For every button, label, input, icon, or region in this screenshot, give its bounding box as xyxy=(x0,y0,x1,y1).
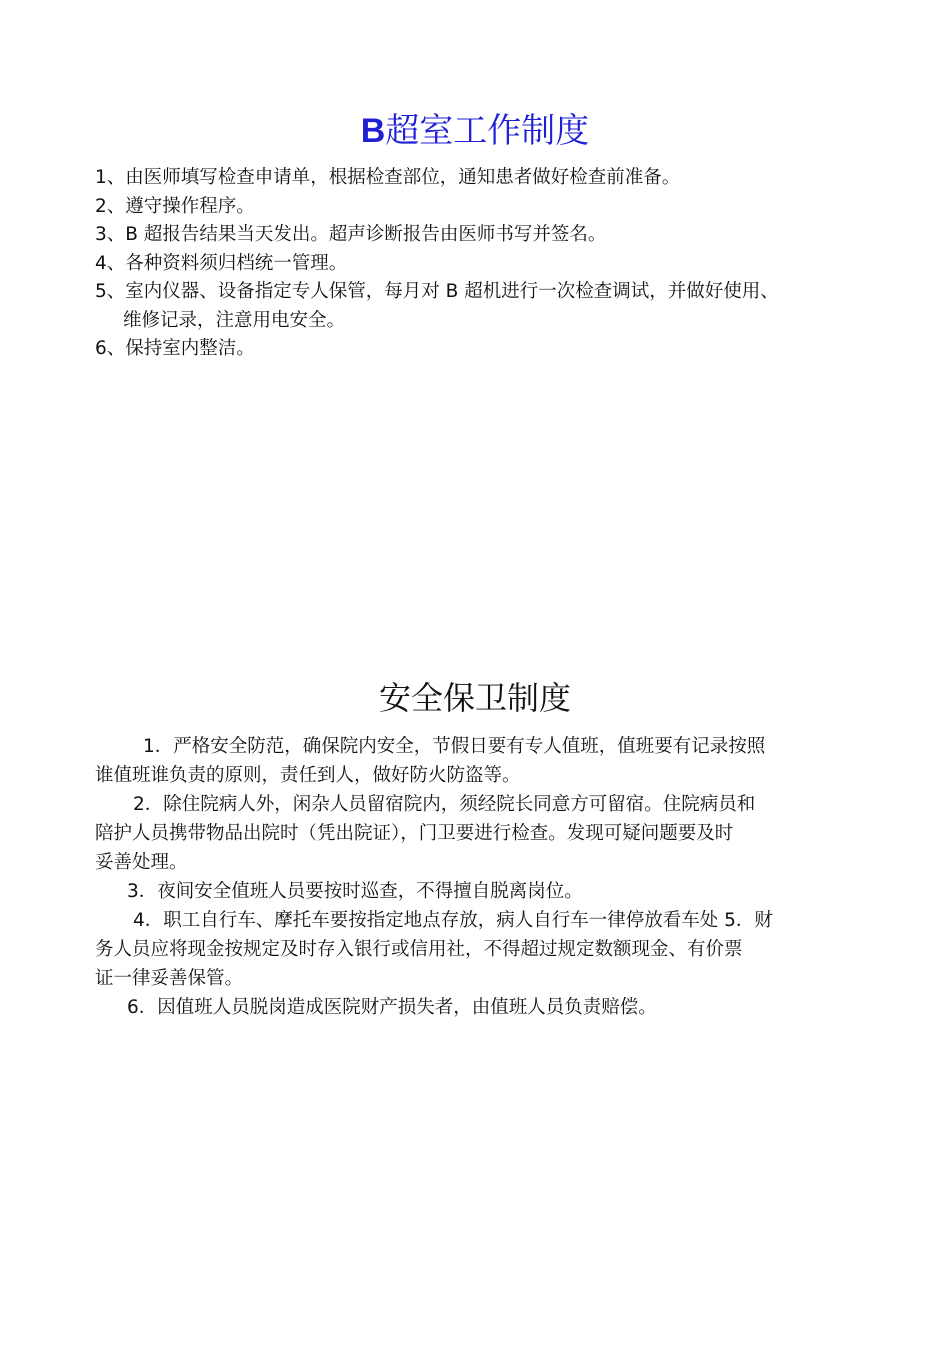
rule-item: 2、遵守操作程序。 xyxy=(95,195,255,217)
rule-item-continuation: 陪护人员携带物品出院时（凭出院证），门卫要进行检查。发现可疑问题要及时 xyxy=(95,823,734,844)
rule-item: 2．除住院病人外，闲杂人员留宿院内，须经院长同意方可留宿。住院病员和 xyxy=(133,794,756,815)
rule-item: 1．严格安全防范，确保院内安全，节假日要有专人值班，值班要有记录按照 xyxy=(143,736,766,757)
rules-list xyxy=(95,732,870,1022)
rule-item-continuation: 谁值班谁负责的原则，责任到人，做好防火防盗等。 xyxy=(95,765,521,786)
rule-item: 4．职工自行车、摩托车要按指定地点存放，病人自行车一律停放看车处 5．财 xyxy=(133,910,773,931)
rules-list xyxy=(95,164,885,364)
section-title-b-ultrasound xyxy=(0,108,950,154)
rule-item-continuation: 证一律妥善保管。 xyxy=(95,968,244,989)
section-title-security: 安全保卫制度 xyxy=(378,679,571,717)
rule-item: 6、保持室内整洁。 xyxy=(95,338,255,359)
b-ultrasound-rules-section xyxy=(0,108,950,359)
rule-item: 4、各种资料须归档统一管理。 xyxy=(95,252,348,274)
rule-item-continuation: 维修记录，注意用电安全。 xyxy=(123,309,346,331)
rule-item: 3、B 超报告结果当天发出。超声诊断报告由医师书写并签名。 xyxy=(95,224,607,245)
rule-item: 6．因值班人员脱岗造成医院财产损失者，由值班人员负责赔偿。 xyxy=(127,997,657,1018)
security-rules-section xyxy=(0,676,950,1018)
rule-item: 3．夜间安全值班人员要按时巡查，不得擅自脱离岗位。 xyxy=(127,881,583,902)
rule-item: 5、室内仪器、设备指定专人保管，每月对 B 超机进行一次检查调试，并做好使用、 xyxy=(95,281,779,302)
title-prefix: B xyxy=(360,112,386,150)
rule-item-continuation: 妥善处理。 xyxy=(95,852,188,873)
rule-item-continuation: 务人员应将现金按规定及时存入银行或信用社，不得超过规定数额现金、有价票 xyxy=(95,939,743,960)
title-text: 超室工作制度 xyxy=(385,111,590,151)
rule-item: 1、由医师填写检查申请单，根据检查部位，通知患者做好检查前准备。 xyxy=(95,167,681,188)
